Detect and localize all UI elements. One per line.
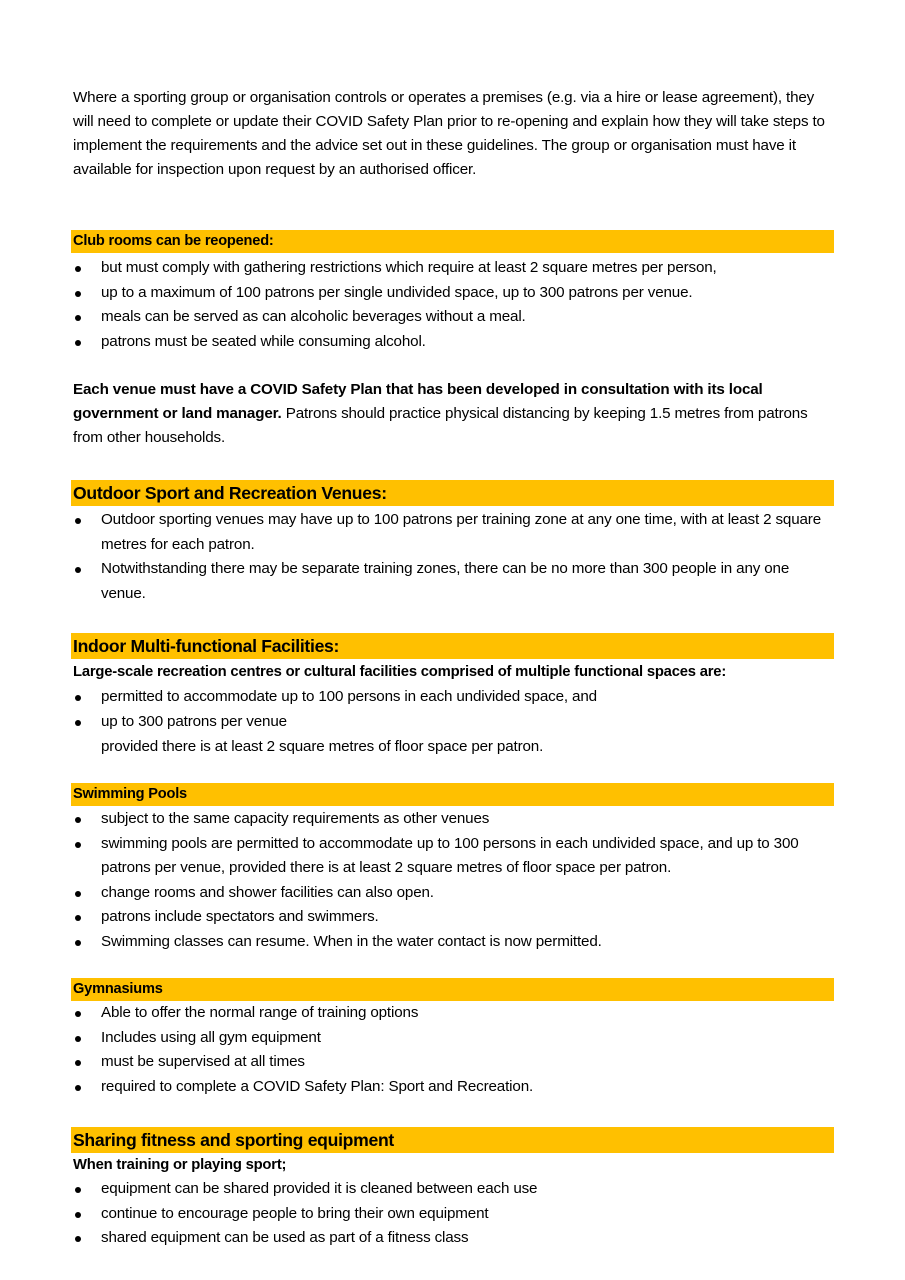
list-item: but must comply with gathering restrictions which require at least 2 square metres per person, [73,256,833,281]
section-heading-indoor: Indoor Multi-functional Facilities: [71,633,834,659]
venue-plan-bold-text: Each venue must have a COVID Safety Plan that has been developed in consultation with its local government or land manager. [73,381,763,422]
list-item: Outdoor sporting venues may have up to 100 patrons per training zone at any one time, with at least 2 square metres for each patron. [73,508,833,557]
bullet-icon [75,940,81,946]
list-item: permitted to accommodate up to 100 persons in each undivided space, and [73,685,833,710]
bullet-icon [75,1085,81,1091]
list-item: change rooms and shower facilities can also open. [73,881,833,906]
bullet-icon [75,1212,81,1218]
list-item: up to 300 patrons per venue [73,710,833,735]
section-heading-swimming-pools: Swimming Pools [71,783,834,806]
section-heading-gymnasiums: Gymnasiums [71,978,834,1001]
list-item: continue to encourage people to bring their own equipment [73,1202,833,1227]
list-item: equipment can be shared provided it is cleaned between each use [73,1177,833,1202]
indoor-subheading: Large-scale recreation centres or cultural facilities comprised of multiple functional spaces are: [73,664,727,680]
gymnasiums-list [73,1001,833,1099]
bullet-icon [75,1060,81,1066]
bullet-icon [75,1011,81,1017]
section-heading-club-rooms: Club rooms can be reopened: [71,230,834,253]
bullet-icon [75,291,81,297]
bullet-icon [75,315,81,321]
section-heading-outdoor: Outdoor Sport and Recreation Venues: [71,480,834,506]
list-item: patrons must be seated while consuming alcohol. [73,330,833,355]
list-item: patrons include spectators and swimmers. [73,905,833,930]
bullet-icon [75,266,81,272]
list-item: Notwithstanding there may be separate training zones, there can be no more than 300 people in any one venue. [73,557,833,606]
bullet-icon [75,915,81,921]
list-item: up to a maximum of 100 patrons per single undivided space, up to 300 patrons per venue. [73,281,833,306]
list-item: Able to offer the normal range of training options [73,1001,833,1026]
bullet-icon [75,720,81,726]
section-heading-sharing-equipment: Sharing fitness and sporting equipment [71,1127,834,1153]
list-item: shared equipment can be used as part of a fitness class [73,1226,833,1251]
list-item: meals can be served as can alcoholic beverages without a meal. [73,305,833,330]
list-item: Swimming classes can resume. When in the water contact is now permitted. [73,930,833,955]
bullet-icon [75,340,81,346]
club-rooms-list [73,256,833,354]
bullet-icon [75,567,81,573]
swimming-list [73,807,833,954]
bullet-icon [75,695,81,701]
sharing-subheading: When training or playing sport; [73,1157,287,1173]
indoor-list [73,685,833,734]
bullet-icon [75,891,81,897]
indoor-continuation: provided there is at least 2 square metres of floor space per patron. [101,738,544,755]
list-item: required to complete a COVID Safety Plan: Sport and Recreation. [73,1075,833,1100]
venue-plan-paragraph [73,378,838,450]
intro-paragraph: Where a sporting group or organisation controls or operates a premises (e.g. via a hire or lease agreement), they will need to complete or update their COVID Safety Plan prior to re-opening and explain how they will take steps to implement the requirements and the advice set out in these guidelines. The group or organisation must have it available for inspection upon request by an authorised officer. [73,89,825,178]
list-item: subject to the same capacity requirements as other venues [73,807,833,832]
bullet-icon [75,518,81,524]
bullet-icon [75,1236,81,1242]
bullet-icon [75,842,81,848]
sharing-list [73,1177,833,1251]
bullet-icon [75,817,81,823]
list-item: Includes using all gym equipment [73,1026,833,1051]
outdoor-list [73,508,833,606]
bullet-icon [75,1036,81,1042]
list-item: must be supervised at all times [73,1050,833,1075]
venue-plan-text: Patrons should practice physical distancing by keeping 1.5 metres from patrons from other households. [73,405,808,446]
list-item: swimming pools are permitted to accommodate up to 100 persons in each undivided space, and up to 300 patrons per venue, provided there is at least 2 square metres of floor space per patron. [73,832,833,881]
bullet-icon [75,1187,81,1193]
